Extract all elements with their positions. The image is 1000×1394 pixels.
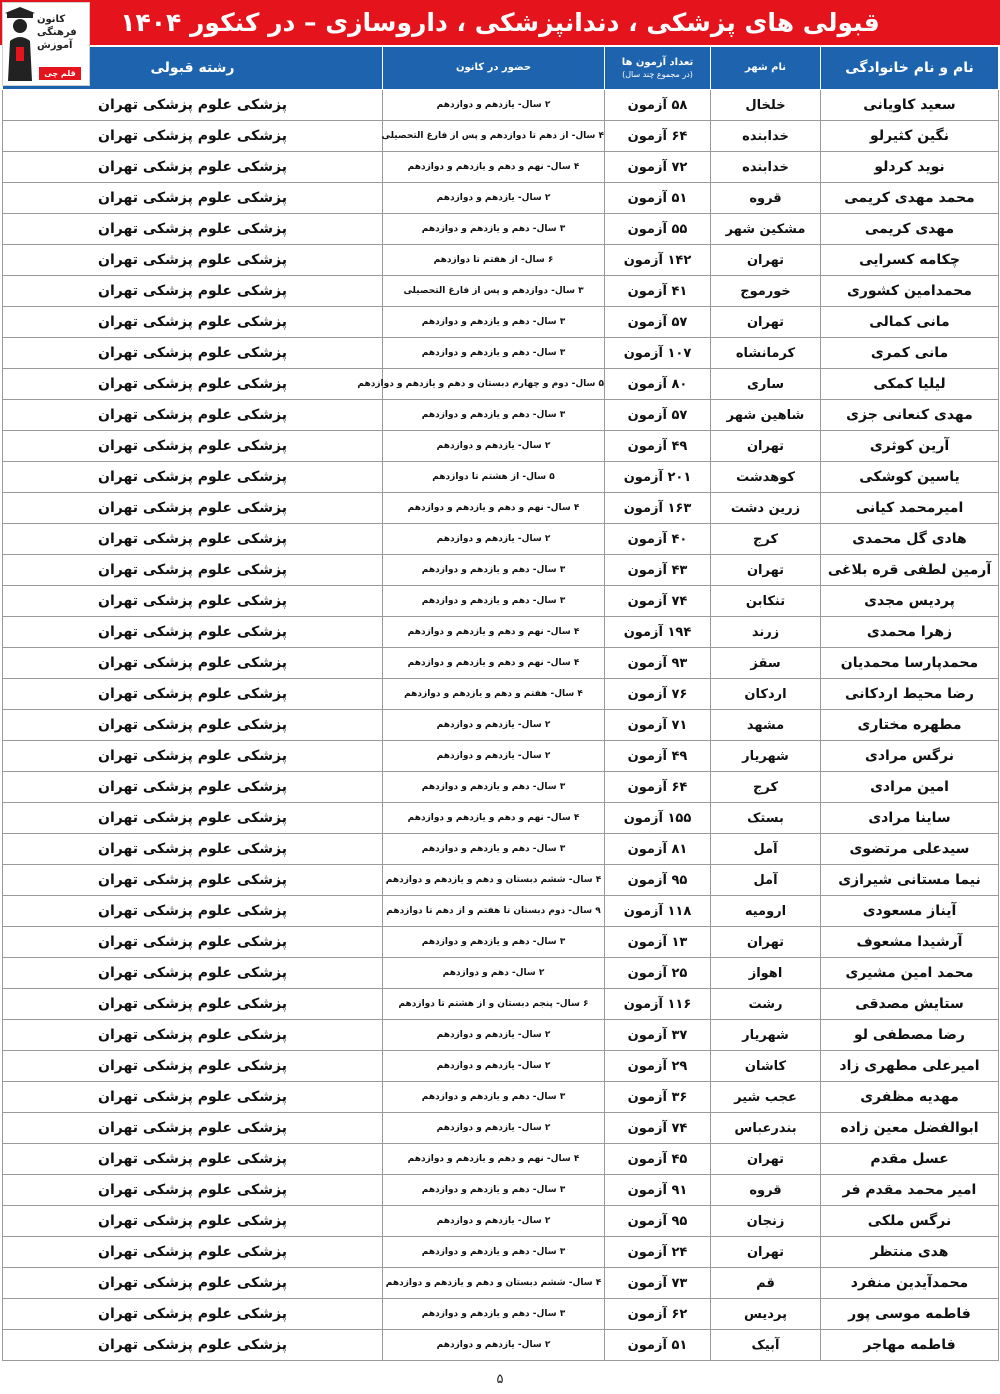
attendance-cell: ۲ سال- یازدهم و دوازدهم — [383, 741, 605, 772]
exam-count: ۵۷ آزمون — [605, 400, 711, 431]
student-name: زهرا محمدی — [821, 617, 999, 648]
logo-line: فرهنگی — [37, 27, 77, 38]
city-cell: شهریار — [711, 741, 821, 772]
major-cell: پزشکی علوم پزشکی تهران — [3, 958, 383, 989]
attendance-cell: ۴ سال- نهم و دهم و یازدهم و دوازدهم — [383, 1144, 605, 1175]
city-cell: مشهد — [711, 710, 821, 741]
attendance-cell: ۴ سال- نهم و دهم و یازدهم و دوازدهم — [383, 803, 605, 834]
major-cell: پزشکی علوم پزشکی تهران — [3, 493, 383, 524]
exam-count: ۷۴ آزمون — [605, 1113, 711, 1144]
student-name: چکامه کسرایی — [821, 245, 999, 276]
attendance-cell: ۲ سال- یازدهم و دوازدهم — [383, 183, 605, 214]
exam-count: ۵۸ آزمون — [605, 90, 711, 121]
student-name: رضا محیط اردکانی — [821, 679, 999, 710]
exam-count: ۴۵ آزمون — [605, 1144, 711, 1175]
major-cell: پزشکی علوم پزشکی تهران — [3, 927, 383, 958]
city-cell: خدابنده — [711, 152, 821, 183]
exam-count: ۷۲ آزمون — [605, 152, 711, 183]
student-name: محمدامین کشوری — [821, 276, 999, 307]
attendance-cell: ۳ سال- دهم و یازدهم و دوازدهم — [383, 586, 605, 617]
table-row — [3, 772, 999, 803]
major-cell: پزشکی علوم پزشکی تهران — [3, 90, 383, 121]
student-name: آیناز مسعودی — [821, 896, 999, 927]
major-cell: پزشکی علوم پزشکی تهران — [3, 555, 383, 586]
exam-count: ۴۹ آزمون — [605, 741, 711, 772]
city-cell: کرمانشاه — [711, 338, 821, 369]
major-cell: پزشکی علوم پزشکی تهران — [3, 772, 383, 803]
attendance-cell: ۴ سال- نهم و دهم و یازدهم و دوازدهم — [383, 648, 605, 679]
city-cell: ارومیه — [711, 896, 821, 927]
header-city-label: نام شهر — [745, 62, 786, 73]
table-row — [3, 90, 999, 121]
attendance-cell: ۳ سال- دهم و یازدهم و دوازدهم — [383, 1299, 605, 1330]
city-cell: تهران — [711, 431, 821, 462]
student-name: امین مرادی — [821, 772, 999, 803]
exam-count: ۷۶ آزمون — [605, 679, 711, 710]
attendance-cell: ۲ سال- یازدهم و دوازدهم — [383, 524, 605, 555]
city-cell: بستک — [711, 803, 821, 834]
table-row — [3, 338, 999, 369]
city-cell: خورموج — [711, 276, 821, 307]
table-row — [3, 121, 999, 152]
logo — [2, 2, 90, 86]
city-cell: زنجان — [711, 1206, 821, 1237]
major-cell: پزشکی علوم پزشکی تهران — [3, 1175, 383, 1206]
major-cell: پزشکی علوم پزشکی تهران — [3, 679, 383, 710]
exam-count: ۴۹ آزمون — [605, 431, 711, 462]
attendance-cell: ۲ سال- یازدهم و دوازدهم — [383, 1330, 605, 1361]
city-cell: تهران — [711, 245, 821, 276]
exam-count: ۹۳ آزمون — [605, 648, 711, 679]
major-cell: پزشکی علوم پزشکی تهران — [3, 400, 383, 431]
exam-count: ۱۶۳ آزمون — [605, 493, 711, 524]
major-cell: پزشکی علوم پزشکی تهران — [3, 524, 383, 555]
city-cell: تنکابن — [711, 586, 821, 617]
attendance-cell: ۳ سال- دهم و یازدهم و دوازدهم — [383, 834, 605, 865]
city-cell: شهریار — [711, 1020, 821, 1051]
student-name: سعید کاویانی — [821, 90, 999, 121]
major-cell: پزشکی علوم پزشکی تهران — [3, 1206, 383, 1237]
attendance-cell: ۳ سال- دهم و یازدهم و دوازدهم — [383, 1175, 605, 1206]
student-name: سیدعلی مرتضوی — [821, 834, 999, 865]
city-cell: کوهدشت — [711, 462, 821, 493]
table-row — [3, 1144, 999, 1175]
student-name: هادی گل محمدی — [821, 524, 999, 555]
exam-count: ۲۰۱ آزمون — [605, 462, 711, 493]
table-row — [3, 927, 999, 958]
major-cell: پزشکی علوم پزشکی تهران — [3, 1237, 383, 1268]
table-row — [3, 183, 999, 214]
student-name: محمد امین مشیری — [821, 958, 999, 989]
logo-tag: قلم چی — [39, 67, 81, 80]
city-cell: ساری — [711, 369, 821, 400]
major-cell: پزشکی علوم پزشکی تهران — [3, 307, 383, 338]
major-cell: پزشکی علوم پزشکی تهران — [3, 834, 383, 865]
student-name: نرگس ملکی — [821, 1206, 999, 1237]
exam-count: ۴۰ آزمون — [605, 524, 711, 555]
city-cell: تهران — [711, 1144, 821, 1175]
city-cell: مشکین شهر — [711, 214, 821, 245]
city-cell: قروه — [711, 183, 821, 214]
exam-count: ۵۷ آزمون — [605, 307, 711, 338]
exam-count: ۱۰۷ آزمون — [605, 338, 711, 369]
exam-count: ۹۱ آزمون — [605, 1175, 711, 1206]
exam-count: ۶۴ آزمون — [605, 772, 711, 803]
city-cell: پردیس — [711, 1299, 821, 1330]
logo-line: آموزش — [37, 40, 73, 51]
table-row — [3, 524, 999, 555]
major-cell: پزشکی علوم پزشکی تهران — [3, 1020, 383, 1051]
graduate-icon — [5, 7, 37, 81]
city-cell: شاهین شهر — [711, 400, 821, 431]
table-row — [3, 834, 999, 865]
table-row — [3, 555, 999, 586]
page-number: ۵ — [496, 1372, 504, 1387]
student-name: فاطمه موسی پور — [821, 1299, 999, 1330]
table-row — [3, 958, 999, 989]
table-row — [3, 369, 999, 400]
city-cell: کاشان — [711, 1051, 821, 1082]
student-name: هدی منتظر — [821, 1237, 999, 1268]
city-cell: سقز — [711, 648, 821, 679]
city-cell: تهران — [711, 555, 821, 586]
exam-count: ۱۱۸ آزمون — [605, 896, 711, 927]
major-cell: پزشکی علوم پزشکی تهران — [3, 431, 383, 462]
exam-count: ۷۳ آزمون — [605, 1268, 711, 1299]
table-row — [3, 1051, 999, 1082]
student-name: یاسین کوشکی — [821, 462, 999, 493]
table-row — [3, 865, 999, 896]
attendance-cell: ۳ سال- دهم و یازدهم و دوازدهم — [383, 338, 605, 369]
logo-text — [37, 13, 87, 52]
attendance-cell: ۵ سال- از هشتم تا دوازدهم — [383, 462, 605, 493]
attendance-cell: ۳ سال- دوازدهم و پس از فارغ التحصیلی — [383, 276, 605, 307]
attendance-cell: ۴ سال- نهم و دهم و یازدهم و دوازدهم — [383, 152, 605, 183]
major-cell: پزشکی علوم پزشکی تهران — [3, 586, 383, 617]
student-name: مطهره مختاری — [821, 710, 999, 741]
major-cell: پزشکی علوم پزشکی تهران — [3, 462, 383, 493]
major-cell: پزشکی علوم پزشکی تهران — [3, 152, 383, 183]
attendance-cell: ۳ سال- دهم و یازدهم و دوازدهم — [383, 400, 605, 431]
table-row — [3, 741, 999, 772]
table-row — [3, 400, 999, 431]
city-cell: تهران — [711, 927, 821, 958]
major-cell: پزشکی علوم پزشکی تهران — [3, 741, 383, 772]
student-name: مهدی کنعانی جزی — [821, 400, 999, 431]
city-cell: اردکان — [711, 679, 821, 710]
student-name: آرشیدا مشعوف — [821, 927, 999, 958]
student-name: ستایش مصدقی — [821, 989, 999, 1020]
city-cell: آبیک — [711, 1330, 821, 1361]
exam-count: ۳۷ آزمون — [605, 1020, 711, 1051]
table-row — [3, 1299, 999, 1330]
attendance-cell: ۶ سال- از هفتم تا دوازدهم — [383, 245, 605, 276]
student-name: آرین کوثری — [821, 431, 999, 462]
admissions-table — [2, 46, 999, 1361]
table-header-row — [3, 47, 999, 90]
student-name: امیرمحمد کیانی — [821, 493, 999, 524]
attendance-cell: ۴ سال- ششم دبستان و دهم و یازدهم و دوازدهم — [383, 1268, 605, 1299]
exam-count: ۹۵ آزمون — [605, 1206, 711, 1237]
table-row — [3, 1268, 999, 1299]
header-attendance-label: حضور در کانون — [455, 62, 532, 73]
exam-count: ۱۵۵ آزمون — [605, 803, 711, 834]
major-cell: پزشکی علوم پزشکی تهران — [3, 121, 383, 152]
city-cell: قروه — [711, 1175, 821, 1206]
student-name: امیر محمد مقدم فر — [821, 1175, 999, 1206]
city-cell: تهران — [711, 307, 821, 338]
city-cell: بندرعباس — [711, 1113, 821, 1144]
major-cell: پزشکی علوم پزشکی تهران — [3, 369, 383, 400]
exam-count: ۵۱ آزمون — [605, 183, 711, 214]
header-name: نام و نام خانوادگی — [821, 47, 999, 90]
table-row — [3, 648, 999, 679]
table-row — [3, 152, 999, 183]
student-name: ساینا مرادی — [821, 803, 999, 834]
major-cell: پزشکی علوم پزشکی تهران — [3, 1082, 383, 1113]
header-major: رشته قبولی — [3, 47, 383, 90]
exam-count: ۷۴ آزمون — [605, 586, 711, 617]
table-row — [3, 1237, 999, 1268]
attendance-cell: ۲ سال- یازدهم و دوازدهم — [383, 710, 605, 741]
major-cell: پزشکی علوم پزشکی تهران — [3, 1051, 383, 1082]
student-name: محمدآیدین منفرد — [821, 1268, 999, 1299]
exam-count: ۲۵ آزمون — [605, 958, 711, 989]
table-row — [3, 1206, 999, 1237]
student-name: محمد مهدی کریمی — [821, 183, 999, 214]
major-cell: پزشکی علوم پزشکی تهران — [3, 1299, 383, 1330]
major-cell: پزشکی علوم پزشکی تهران — [3, 1144, 383, 1175]
table-row — [3, 710, 999, 741]
major-cell: پزشکی علوم پزشکی تهران — [3, 1330, 383, 1361]
exam-count: ۱۹۴ آزمون — [605, 617, 711, 648]
student-name: عسل مقدم — [821, 1144, 999, 1175]
student-name: مانی کمری — [821, 338, 999, 369]
exam-count: ۱۳ آزمون — [605, 927, 711, 958]
exam-count: ۷۱ آزمون — [605, 710, 711, 741]
exam-count: ۶۲ آزمون — [605, 1299, 711, 1330]
header-attendance — [383, 47, 605, 90]
table-row — [3, 989, 999, 1020]
attendance-cell: ۵ سال- دوم و چهارم دبستان و دهم و یازدهم و دوازدهم — [383, 369, 605, 400]
table-row — [3, 1175, 999, 1206]
major-cell: پزشکی علوم پزشکی تهران — [3, 896, 383, 927]
attendance-cell: ۲ سال- یازدهم و دوازدهم — [383, 431, 605, 462]
table-row — [3, 1330, 999, 1361]
table-row — [3, 679, 999, 710]
page-title: قبولی های پزشکی ، دندانپزشکی ، داروسازی – در کنکور ۱۴۰۴ — [0, 0, 1000, 45]
exam-count: ۵۱ آزمون — [605, 1330, 711, 1361]
major-cell: پزشکی علوم پزشکی تهران — [3, 276, 383, 307]
attendance-cell: ۲ سال- یازدهم و دوازدهم — [383, 1113, 605, 1144]
city-cell: رشت — [711, 989, 821, 1020]
exam-count: ۶۴ آزمون — [605, 121, 711, 152]
city-cell: خدابنده — [711, 121, 821, 152]
city-cell: قم — [711, 1268, 821, 1299]
attendance-cell: ۴ سال- ششم دبستان و دهم و یازدهم و دوازدهم — [383, 865, 605, 896]
major-cell: پزشکی علوم پزشکی تهران — [3, 803, 383, 834]
header-exams-sub: (در مجموع چند سال) — [622, 70, 693, 79]
exam-count: ۴۱ آزمون — [605, 276, 711, 307]
attendance-cell: ۲ سال- دهم و دوازدهم — [383, 958, 605, 989]
table-row — [3, 307, 999, 338]
exam-count: ۹۵ آزمون — [605, 865, 711, 896]
student-name: مهدی کریمی — [821, 214, 999, 245]
city-cell: عجب شیر — [711, 1082, 821, 1113]
student-name: محمدپارسا محمدیان — [821, 648, 999, 679]
exam-count: ۱۱۶ آزمون — [605, 989, 711, 1020]
student-name: امیرعلی مطهری زاد — [821, 1051, 999, 1082]
major-cell: پزشکی علوم پزشکی تهران — [3, 1268, 383, 1299]
table-row — [3, 276, 999, 307]
major-cell: پزشکی علوم پزشکی تهران — [3, 183, 383, 214]
attendance-cell: ۳ سال- دهم و یازدهم و دوازدهم — [383, 772, 605, 803]
header-exams-label: تعداد آزمون ها — [621, 57, 694, 68]
table-row — [3, 214, 999, 245]
table-body — [3, 90, 999, 1361]
attendance-cell: ۲ سال- یازدهم و دوازدهم — [383, 90, 605, 121]
major-cell: پزشکی علوم پزشکی تهران — [3, 214, 383, 245]
header-exams — [605, 47, 711, 90]
city-cell: زرین دشت — [711, 493, 821, 524]
student-name: مانی کمالی — [821, 307, 999, 338]
exam-count: ۴۳ آزمون — [605, 555, 711, 586]
city-cell: آمل — [711, 834, 821, 865]
table-row — [3, 1020, 999, 1051]
table-row — [3, 803, 999, 834]
major-cell: پزشکی علوم پزشکی تهران — [3, 989, 383, 1020]
attendance-cell: ۴ سال- از دهم تا دوازدهم و پس از فارغ التحصیلی — [383, 121, 605, 152]
table-row — [3, 586, 999, 617]
student-name: لیلیا کمکی — [821, 369, 999, 400]
logo-line: کانون — [37, 14, 66, 25]
attendance-cell: ۹ سال- دوم دبستان تا هفتم و از دهم تا دوازدهم — [383, 896, 605, 927]
table-row — [3, 462, 999, 493]
table-row — [3, 493, 999, 524]
student-name: ابوالفضل معین زاده — [821, 1113, 999, 1144]
exam-count: ۵۵ آزمون — [605, 214, 711, 245]
table-row — [3, 896, 999, 927]
exam-count: ۸۱ آزمون — [605, 834, 711, 865]
city-cell: خلخال — [711, 90, 821, 121]
attendance-cell: ۳ سال- دهم و یازدهم و دوازدهم — [383, 1082, 605, 1113]
student-name: نیما مستانی شیرازی — [821, 865, 999, 896]
table-row — [3, 1082, 999, 1113]
student-name: آرمین لطفی قره بلاغی — [821, 555, 999, 586]
major-cell: پزشکی علوم پزشکی تهران — [3, 338, 383, 369]
table-row — [3, 245, 999, 276]
student-name: پردیس مجدی — [821, 586, 999, 617]
exam-count: ۳۶ آزمون — [605, 1082, 711, 1113]
attendance-cell: ۴ سال- هفتم و دهم و یازدهم و دوازدهم — [383, 679, 605, 710]
major-cell: پزشکی علوم پزشکی تهران — [3, 245, 383, 276]
table-row — [3, 431, 999, 462]
major-cell: پزشکی علوم پزشکی تهران — [3, 648, 383, 679]
attendance-cell: ۴ سال- نهم و دهم و یازدهم و دوازدهم — [383, 617, 605, 648]
exam-count: ۱۴۲ آزمون — [605, 245, 711, 276]
table-row — [3, 1113, 999, 1144]
attendance-cell: ۳ سال- دهم و یازدهم و دوازدهم — [383, 307, 605, 338]
student-name: نگین کثیرلو — [821, 121, 999, 152]
city-cell: آمل — [711, 865, 821, 896]
attendance-cell: ۲ سال- یازدهم و دوازدهم — [383, 1206, 605, 1237]
attendance-cell: ۲ سال- یازدهم و دوازدهم — [383, 1051, 605, 1082]
city-cell: تهران — [711, 1237, 821, 1268]
city-cell: زرند — [711, 617, 821, 648]
table-row — [3, 617, 999, 648]
attendance-cell: ۳ سال- دهم و یازدهم و دوازدهم — [383, 927, 605, 958]
student-name: نوید کردلو — [821, 152, 999, 183]
exam-count: ۲۴ آزمون — [605, 1237, 711, 1268]
exam-count: ۲۹ آزمون — [605, 1051, 711, 1082]
student-name: رضا مصطفی لو — [821, 1020, 999, 1051]
attendance-cell: ۴ سال- نهم و دهم و یازدهم و دوازدهم — [383, 493, 605, 524]
major-cell: پزشکی علوم پزشکی تهران — [3, 865, 383, 896]
header-city — [711, 47, 821, 90]
attendance-cell: ۳ سال- دهم و یازدهم و دوازدهم — [383, 555, 605, 586]
student-name: مهدیه مظفری — [821, 1082, 999, 1113]
student-name: فاطمه مهاجر — [821, 1330, 999, 1361]
city-cell: اهواز — [711, 958, 821, 989]
major-cell: پزشکی علوم پزشکی تهران — [3, 617, 383, 648]
major-cell: پزشکی علوم پزشکی تهران — [3, 710, 383, 741]
exam-count: ۸۰ آزمون — [605, 369, 711, 400]
attendance-cell: ۲ سال- یازدهم و دوازدهم — [383, 1020, 605, 1051]
major-cell: پزشکی علوم پزشکی تهران — [3, 1113, 383, 1144]
city-cell: کرج — [711, 524, 821, 555]
student-name: نرگس مرادی — [821, 741, 999, 772]
attendance-cell: ۳ سال- دهم و یازدهم و دوازدهم — [383, 1237, 605, 1268]
city-cell: کرج — [711, 772, 821, 803]
attendance-cell: ۳ سال- دهم و یازدهم و دوازدهم — [383, 214, 605, 245]
attendance-cell: ۶ سال- پنجم دبستان و از هشتم تا دوازدهم — [383, 989, 605, 1020]
